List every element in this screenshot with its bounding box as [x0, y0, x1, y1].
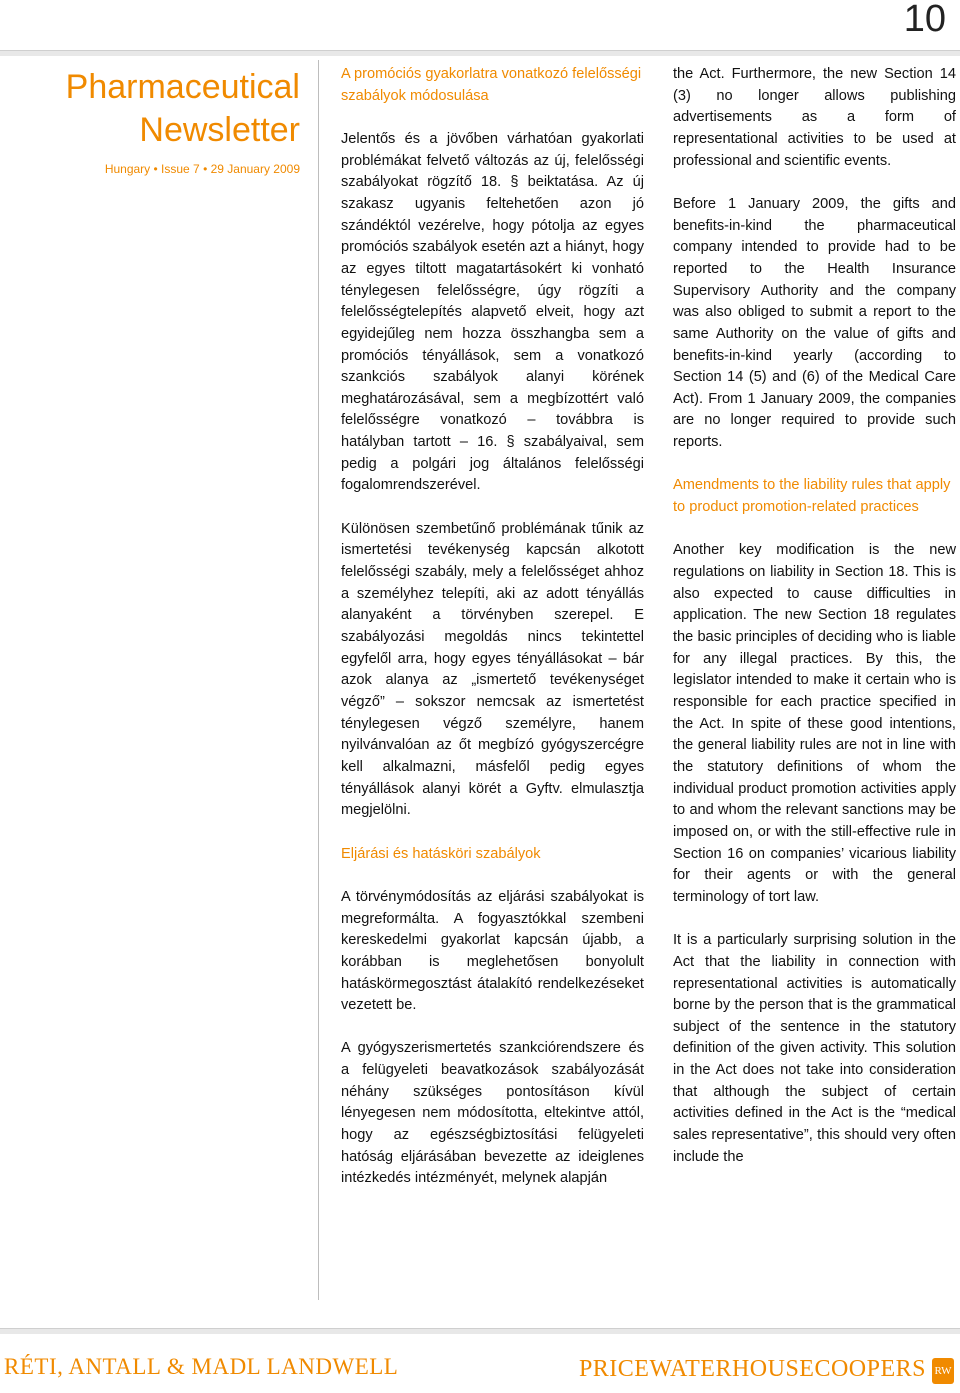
newsletter-title-line2: Newsletter — [139, 111, 300, 149]
paragraph: the Act. Furthermore, the new Section 14 (3) no longer allows publishing advertisements as a form of representational activities to be used at professional and scientific events. — [673, 66, 956, 169]
section-heading: A promóciós gyakorlatra vonatkozó felelősségi szabályok módosulása — [341, 66, 642, 104]
section-heading: Amendments to the liability rules that apply to product promotion-related practices — [673, 477, 951, 516]
paragraph: Különösen szembetűnő problémának tűnik az ismertetési tevékenység kapcsán alkotott felelősségi szabály, mely a felelősséget ahhoz a személyhez telepíti, aki az adott tényállás alanyaként a törvényben szerepel. E szabályozási megoldás nincs tekintettel egyfelől arra, hogy egyes tényállásokat – bár azok alanya az „ismertető tevékenységet végző” – sokszor nemcsak az ismertetést ténylegesen végző személyre, hanem nyilvánvalóan az őt megbízó gyógyszercégre kell alkalmazni, másfelől pedig egyes tényállások alanyi körét a Gyftv. elmulasztja megjelölni. — [341, 520, 644, 819]
page-number: 10 — [903, 0, 946, 40]
paragraph: A törvénymódosítás az eljárási szabályokat is megreformálta. A fogyasztókkal szembeni kereskedelmi gyakorlat kapcsán újabb, a korábban is meglehetősen bonyolult hatáskörmegosztást átalakító rendelkezéseket vezetett be. — [341, 888, 644, 1014]
paragraph: A gyógyszerismertetés szankciórendszere és a felügyeleti beavatkozások szabályozását néhány szükséges pontosításon kívül lényegesen nem módosította, eltekintve attól, hogy az egészségbiztosítási felügyeleti hatóság eljárásában bevezette az ideiglenes intézkedés intézményét, melynek alapján — [341, 1040, 644, 1187]
left-column — [341, 64, 644, 1190]
reti-antall-madl-landwell-logo: RÉTI, ANTALL & MADL LANDWELL — [4, 1354, 399, 1379]
newsletter-subtitle: Hungary • Issue 7 • 29 January 2009 — [104, 162, 300, 176]
pricewaterhousecoopers-logo: PRICEWATERHOUSECOOPERS — [578, 1356, 926, 1382]
newsletter-title — [20, 66, 300, 152]
right-column — [673, 64, 956, 1168]
column-divider — [318, 60, 319, 1300]
newsletter-title-line1: Pharmaceutical — [65, 68, 300, 106]
pwc-mark-icon: RW — [932, 1358, 954, 1384]
paragraph: Another key modification is the new regulations on liability in Section 18. This is also expected to cause difficulties in application. The new Section 18 regulates the basic principles of deciding who is liable for any illegal practices. By this, the legislator intended to make it certain who is responsible for each practice specified in the Act. In spite of these good intentions, the general liability rules are not in line with the statutory definitions of whom the individual product promotion activities apply to and whom the relevant sanctions may be imposed on, or with the still-effective rule in Section 16 on companies’ vicarious liability for their agents or with the general terminology of tort law. — [673, 542, 956, 905]
paragraph: It is a particularly surprising solution in the Act that the liability in connection with representational activities is automatically borne by the person that is the grammatical subject of the sentence in the statutory definition of the given activity. This solution in the Act does not take into consideration that although the subject of certain activities defined in the Act is the “medical sales representative”, this should very often include the — [673, 932, 956, 1165]
section-heading: Eljárási és hatásköri szabályok — [341, 845, 541, 862]
paragraph: Jelentős és a jövőben várhatóan gyakorlati problémákat felvető változás az új, felelősségi szabályokat rögzítő 18. § beiktatása. Az új szakasz ugyanis feltehetően azon jó szándéktól vezérelve, hogy pótolja az egyes promóciós szabályok esetén azt a hiányt, hogy az egyes tiltott magatartásokért ki vonható ténylegesen felelősségre, úgy rögzíti a felelősségtelepítés alapvető elveit, hogy azt egyidejűleg nem hozza összhangba sem a promóciós tényállások, sem a vonatkozó szankciós szabályok alanyi körének meghatározásával, sem a megbízottért való felelősségre vonatkozó – továbbra is hatályban tartott – 16. § szabályaival, sem pedig a polgári jog általános felelősségi fogalomrendszerével. — [341, 130, 644, 494]
paragraph: Before 1 January 2009, the gifts and benefits-in-kind the pharmaceutical company intended to provide had to be reported to the Health Insurance Supervisory Authority and the company was also obliged to submit a report to the same Authority on the value of gifts and benefits-in-kind yearly (according to Section 14 (5) and (6) of the Medical Care Act). From 1 January 2009, the companies are no longer required to provide such reports. — [673, 195, 956, 451]
header-rule — [0, 50, 960, 56]
footer-rule — [0, 1328, 960, 1334]
